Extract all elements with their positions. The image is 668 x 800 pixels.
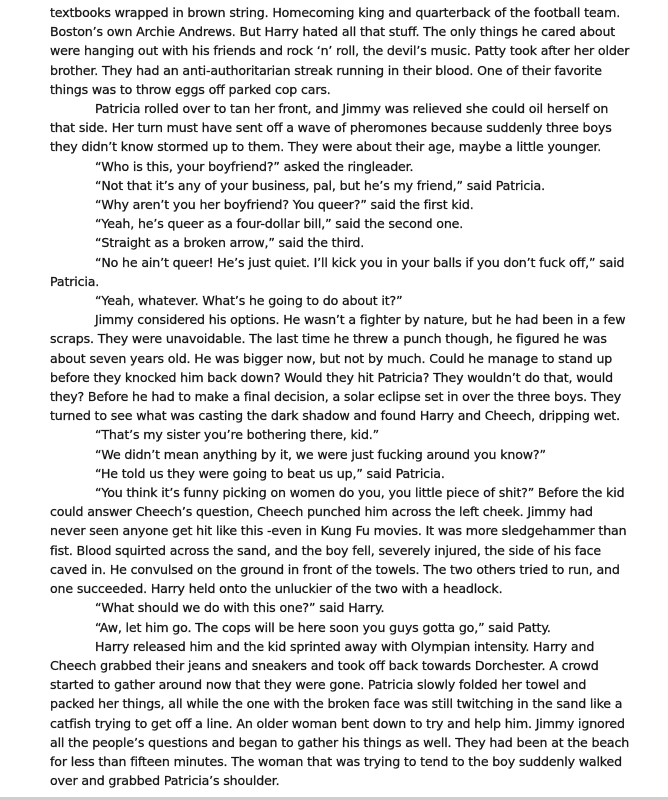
paragraph: Harry released him and the kid sprinted away with Olympian intensity. Harry and Cheech grabbed their jeans and sneakers and took off back towards Dorchester. A crowd started to gather around now that they were gone. Patricia slowly folded her towel and packed her things, all while the one with the broken face was still twitching in the sand like a catfish trying to get off a line. An older woman bent down to try and help him. Jimmy ignored all the people’s questions and began to gather his things as well. They had been at the beach for less than fifteen minutes. The woman that was trying to tend to the boy suddenly walked over and grabbed Patricia’s shoulder. xyxy=(50,638,630,789)
paragraph: “Yeah, whatever. What’s he going to do about it?” xyxy=(95,293,403,309)
paragraph: “Aw, let him go. The cops will be here soon you guys gotta go,” said Patty. xyxy=(95,619,551,635)
paragraph: Jimmy considered his options. He wasn’t a fighter by nature, but he had been in a few scraps. They were unavoidable. The last time he threw a punch though, he figured he was about seven years old. He was bigger now, but not by much. Could he manage to stand up before they knocked him back down? Would they hit Patricia? They wouldn’t do that, would they? Before he had to make a final decision, a solar eclipse set in over the three boys. They turned to see what was casting the dark shadow and found Harry and Cheech, dripping wet. xyxy=(50,312,626,424)
paragraph: “Why aren’t you her boyfriend? You queer?” said the first kid. xyxy=(95,197,474,213)
paragraph: “He told us they were going to beat us up,” said Patricia. xyxy=(95,465,445,481)
paragraph: “No he ain’t queer! He’s just quiet. I’ll kick you in your balls if you don’t fuck off,” said Patricia. xyxy=(50,254,625,289)
paragraph: “Not that it’s any of your business, pal, but he’s my friend,” said Patricia. xyxy=(95,177,545,193)
paragraph: “You think it’s funny picking on women do you, you little piece of shit?” Before the kid could answer Cheech’s question, Cheech punched him across the left cheek. Jimmy had never seen anyone get hit like this -even in Kung Fu movies. It was more sledgehammer than fist. Blood squirted across the sand, and the boy fell, severely injured, the side of his face caved in. He convulsed on the ground in front of the towels. The two others tried to run, and one succeeded. Harry held onto the unluckier of the two with a headlock. xyxy=(50,485,627,597)
paragraph: Patricia rolled over to tan her front, and Jimmy was relieved she could oil herself on that side. Her turn must have sent off a wave of pheromones because suddenly three boys they didn’t know stormed up to them. They were about their age, maybe a little younger. xyxy=(50,101,612,155)
paragraph: textbooks wrapped in brown string. Homecoming king and quarterback of the football team. Boston’s own Archie Andrews. But Harry hated all that stuff. The only things he cared about were hanging out with his friends and rock ‘n’ roll, the devil’s music. Patty took after her older brother. They had an anti-authoritarian streak running in their blood. One of their favorite things was to throw eggs off parked cop cars. xyxy=(50,5,630,97)
paragraph: “What should we do with this one?” said Harry. xyxy=(95,600,385,616)
paragraph: “We didn’t mean anything by it, we were just fucking around you know?” xyxy=(95,446,546,462)
paragraph: “Straight as a broken arrow,” said the third. xyxy=(95,235,365,251)
paragraph: “Who is this, your boyfriend?” asked the ringleader. xyxy=(95,158,414,174)
paragraph: “That’s my sister you’re bothering there, kid.” xyxy=(95,427,380,443)
body-text xyxy=(50,3,630,790)
paragraph: “Yeah, he’s queer as a four-dollar bill,” said the second one. xyxy=(95,216,464,232)
